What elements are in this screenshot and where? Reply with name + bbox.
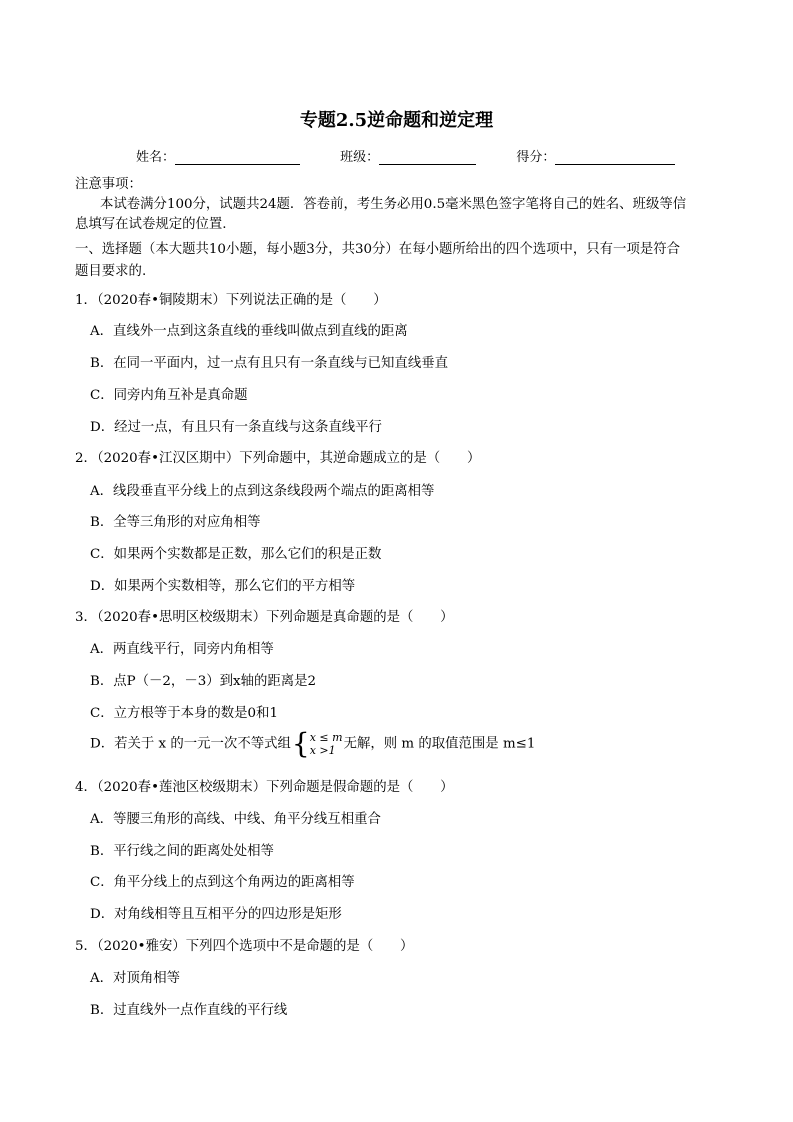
option-d-prefix: D．若关于 x 的一元一次不等式组 <box>90 736 291 752</box>
name-label: 姓名： <box>136 150 176 165</box>
question-2-stem: 2．（2020春•江汉区期中）下列命题中，其逆命题成立的是（ ） <box>75 451 481 466</box>
question-4-option-d[interactable]: D．对角线相等且互相平分的四边形是矩形 <box>90 907 342 922</box>
page-title: 专题2.5逆命题和逆定理 <box>299 110 494 131</box>
question-3-stem: 3．（2020春•思明区校级期末）下列命题是真命题的是（ ） <box>75 610 454 625</box>
brace-symbol: { <box>291 727 310 760</box>
question-1-option-a[interactable]: A．直线外一点到这条直线的垂线叫做点到直线的距离 <box>90 324 408 339</box>
question-3-option-c[interactable]: C．立方根等于本身的数是0和1 <box>90 706 278 721</box>
question-1-option-c[interactable]: C．同旁内角互补是真命题 <box>90 388 248 403</box>
name-blank[interactable] <box>175 150 300 165</box>
question-4-option-b[interactable]: B．平行线之间的距离处处相等 <box>90 844 274 859</box>
notice-line-1: 本试卷满分100分，试题共24题．答卷前，考生务必用0.5毫米黑色签字笔将自己的姓名、班级等信 <box>100 197 687 212</box>
question-3-option-b[interactable]: B．点P（－2，－3）到x轴的距离是2 <box>90 674 317 689</box>
name-field[interactable] <box>136 146 300 165</box>
class-field[interactable] <box>340 146 476 165</box>
question-1-stem: 1．（2020春•铜陵期末）下列说法正确的是（ ） <box>75 293 387 308</box>
inequality-row-2: x >1 <box>309 744 336 757</box>
question-4-stem: 4．（2020春•莲池区校级期末）下列命题是假命题的是（ ） <box>75 780 454 795</box>
question-3-option-d[interactable] <box>90 727 730 760</box>
notice-line-2: 息填写在试卷规定的位置. <box>75 217 227 232</box>
question-2-option-c[interactable]: C．如果两个实数都是正数，那么它们的积是正数 <box>90 547 382 562</box>
inequality-system <box>291 727 343 760</box>
question-2-option-d[interactable]: D．如果两个实数相等，那么它们的平方相等 <box>90 579 356 594</box>
question-3-option-a[interactable]: A．两直线平行，同旁内角相等 <box>90 642 274 657</box>
question-2-option-b[interactable]: B．全等三角形的对应角相等 <box>90 515 261 530</box>
score-blank[interactable] <box>555 150 675 165</box>
question-5-option-a[interactable]: A．对顶角相等 <box>90 971 181 986</box>
inequality-row-1: x ≤ m <box>309 731 343 744</box>
question-5-option-b[interactable]: B．过直线外一点作直线的平行线 <box>90 1003 288 1018</box>
score-field[interactable] <box>516 146 675 165</box>
notice-heading: 注意事项： <box>75 177 142 192</box>
section-heading-line-1: 一、选择题（本大题共10小题，每小题3分，共30分）在每小题所给出的四个选项中，只有一项是符合 <box>75 242 681 257</box>
score-label: 得分： <box>516 150 556 165</box>
question-4-option-a[interactable]: A．等腰三角形的高线、中线、角平分线互相重合 <box>90 812 381 827</box>
question-1-option-b[interactable]: B．在同一平面内，过一点有且只有一条直线与已知直线垂直 <box>90 356 448 371</box>
class-blank[interactable] <box>379 150 476 165</box>
question-4-option-c[interactable]: C．角平分线上的点到这个角两边的距离相等 <box>90 875 355 890</box>
option-d-suffix: 无解，则 m 的取值范围是 m≤1 <box>343 736 536 752</box>
question-1-option-d[interactable]: D．经过一点，有且只有一条直线与这条直线平行 <box>90 420 382 435</box>
question-5-stem: 5．（2020•雅安）下列四个选项中不是命题的是（ ） <box>75 939 414 954</box>
question-2-option-a[interactable]: A．线段垂直平分线上的点到这条线段两个端点的距离相等 <box>90 484 435 499</box>
student-info-row <box>136 146 696 165</box>
section-heading-line-2: 题目要求的. <box>75 264 147 279</box>
class-label: 班级： <box>340 150 380 165</box>
